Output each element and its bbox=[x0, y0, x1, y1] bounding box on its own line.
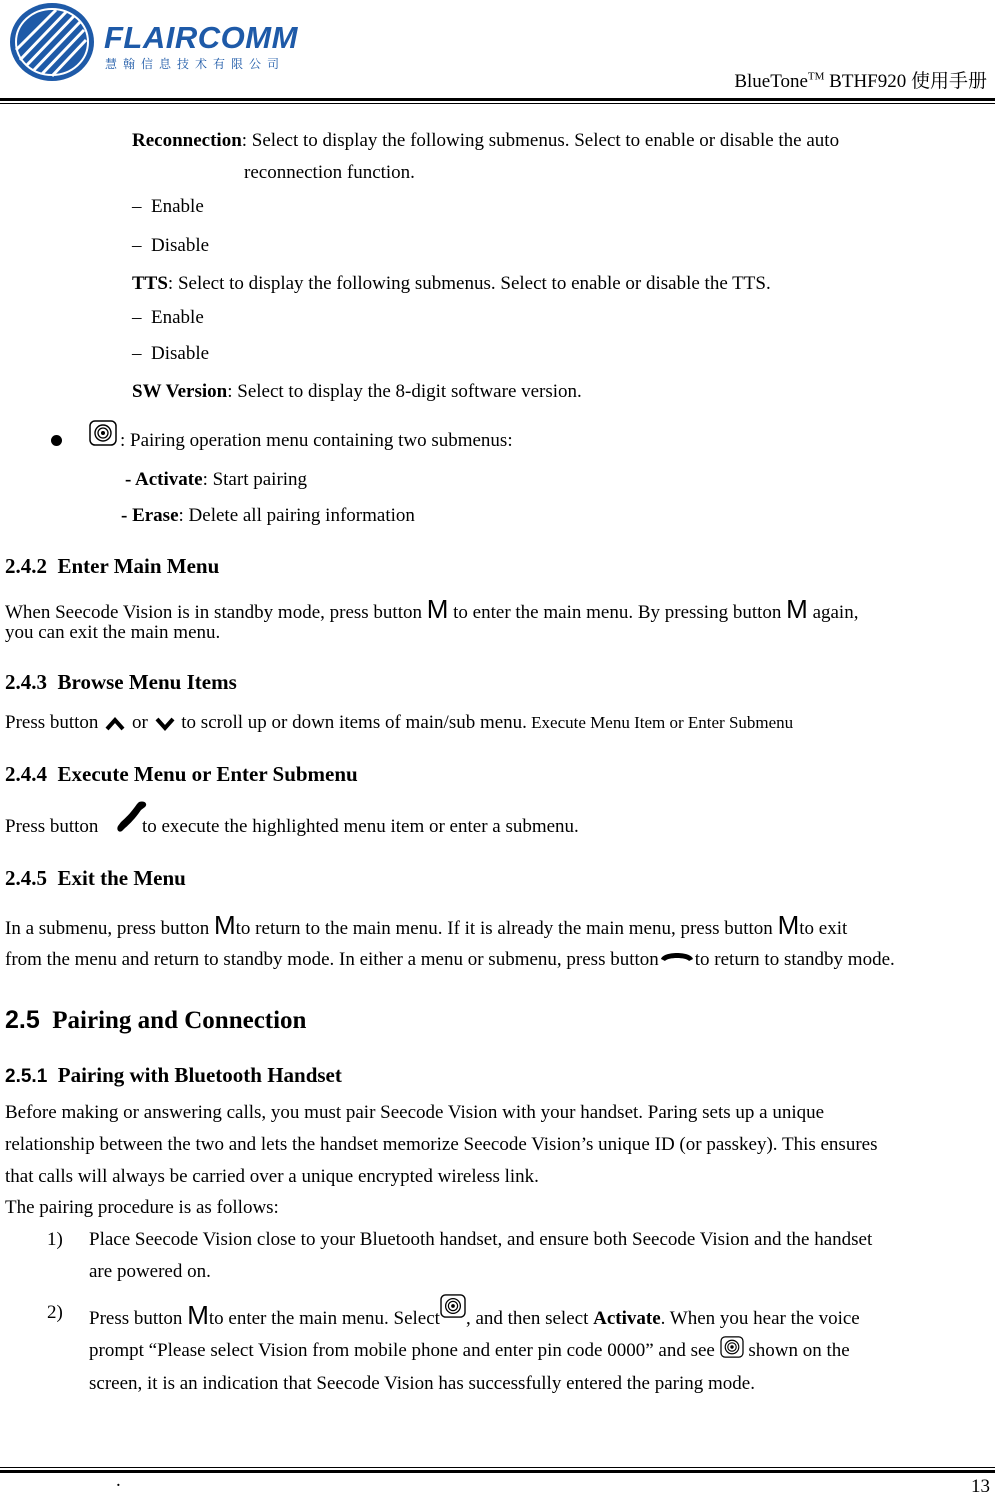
down-arrow-icon bbox=[153, 715, 177, 733]
heading-2-4-4: 2.4.4 Execute Menu or Enter Submenu bbox=[5, 762, 358, 786]
enable-option-1: – Enable bbox=[132, 196, 204, 217]
m-button-icon: M bbox=[426, 594, 449, 624]
bullet-dot bbox=[51, 435, 62, 446]
heading-2-5-1: 2.5.1 Pairing with Bluetooth Handset bbox=[5, 1063, 342, 1087]
m-button-icon: M bbox=[786, 594, 808, 624]
pairing-icon bbox=[720, 1336, 744, 1358]
reconnection-item-cont: reconnection function. bbox=[244, 162, 415, 183]
tts-item: TTS: Select to display the following submenus. Select to enable or disable the TTS. bbox=[132, 273, 771, 294]
paragraph-2-5-1-line2: relationship between the two and lets the handset memorize Seecode Vision’s unique ID (or passkey). This ensures bbox=[5, 1134, 878, 1155]
pairing-icon bbox=[89, 420, 117, 446]
page-number: 13 bbox=[971, 1476, 990, 1497]
company-logo bbox=[6, 0, 306, 84]
paragraph-2-4-2-line1: When Seecode Vision is in standby mode, press button M to enter the main menu. By pressing button M again, bbox=[5, 594, 859, 624]
pairing-icon bbox=[440, 1294, 466, 1318]
call-button-icon bbox=[115, 798, 149, 834]
paragraph-2-4-5-line1: In a submenu, press button Mto return to the main menu. If it is already the main menu, press button Mto exit bbox=[5, 910, 848, 940]
paragraph-2-5-1-line1: Before making or answering calls, you must pair Seecode Vision with your handset. Paring sets up a unique bbox=[5, 1102, 825, 1123]
footer-dot: . bbox=[116, 1470, 121, 1491]
enable-option-2: – Enable bbox=[132, 307, 204, 328]
step-1-line2: are powered on. bbox=[89, 1261, 211, 1282]
pairing-menu-desc: : Pairing operation menu containing two submenus: bbox=[120, 430, 513, 451]
footer-rule-thick bbox=[0, 1470, 995, 1473]
document-title: BlueTone™ BTHF920 使用手册 bbox=[734, 70, 987, 92]
paragraph-2-4-4: Press button to execute the highlighted menu item or enter a submenu. bbox=[5, 816, 579, 838]
step-2-number: 2) bbox=[47, 1302, 63, 1323]
m-button-icon: M bbox=[777, 910, 800, 940]
step-2-line1: Press button Mto enter the main menu. Select , and then select Activate. When you hear the voice bbox=[89, 1302, 860, 1330]
paragraph-2-4-3: Press button or to scroll up or down items of main/sub menu. Execute Menu Item or Enter Submenu bbox=[5, 712, 794, 733]
paragraph-2-4-2-line2: you can exit the main menu. bbox=[5, 622, 221, 643]
procedure-intro: The pairing procedure is as follows: bbox=[5, 1197, 279, 1218]
heading-2-4-3: 2.4.3 Browse Menu Items bbox=[5, 670, 237, 694]
heading-2-4-5: 2.4.5 Exit the Menu bbox=[5, 866, 186, 890]
brand-name: FLAIRCOMM bbox=[104, 20, 298, 55]
up-arrow-icon bbox=[103, 715, 127, 733]
end-call-icon bbox=[659, 947, 695, 963]
step-2-line2: prompt “Please select Vision from mobile phone and enter pin code 0000” and see shown on the bbox=[89, 1340, 850, 1362]
header-rule-thin bbox=[0, 103, 995, 104]
header-rule-thick bbox=[0, 98, 995, 101]
sw-version-item: SW Version: Select to display the 8-digit software version. bbox=[132, 381, 582, 402]
step-2-line3: screen, it is an indication that Seecode Vision has successfully entered the paring mode. bbox=[89, 1373, 755, 1394]
brand-subtitle: 慧翰信息技术有限公司 bbox=[105, 57, 286, 71]
m-button-icon: M bbox=[213, 910, 236, 940]
erase-submenu: - Erase: Delete all pairing information bbox=[121, 505, 415, 526]
activate-submenu: - Activate: Start pairing bbox=[125, 469, 308, 490]
reconnection-item: Reconnection: Select to display the following submenus. Select to enable or disable the auto bbox=[132, 130, 840, 151]
disable-option-1: – Disable bbox=[132, 235, 210, 256]
paragraph-2-5-1-line3: that calls will always be carried over a unique encrypted wireless link. bbox=[5, 1166, 539, 1187]
heading-2-4-2: 2.4.2 Enter Main Menu bbox=[5, 554, 220, 578]
logo-globe-icon bbox=[6, 0, 98, 84]
step-1-number: 1) bbox=[47, 1229, 63, 1250]
m-button-icon: M bbox=[187, 1300, 209, 1330]
heading-2-5: 2.5 Pairing and Connection bbox=[5, 1006, 307, 1034]
disable-option-2: – Disable bbox=[132, 343, 210, 364]
paragraph-2-4-5-line2: from the menu and return to standby mode. In either a menu or submenu, press button to return to standby mode. bbox=[5, 949, 895, 970]
footer-rule-thin bbox=[0, 1467, 995, 1468]
step-1-line1: Place Seecode Vision close to your Bluetooth handset, and ensure both Seecode Vision and the handset bbox=[89, 1229, 873, 1250]
